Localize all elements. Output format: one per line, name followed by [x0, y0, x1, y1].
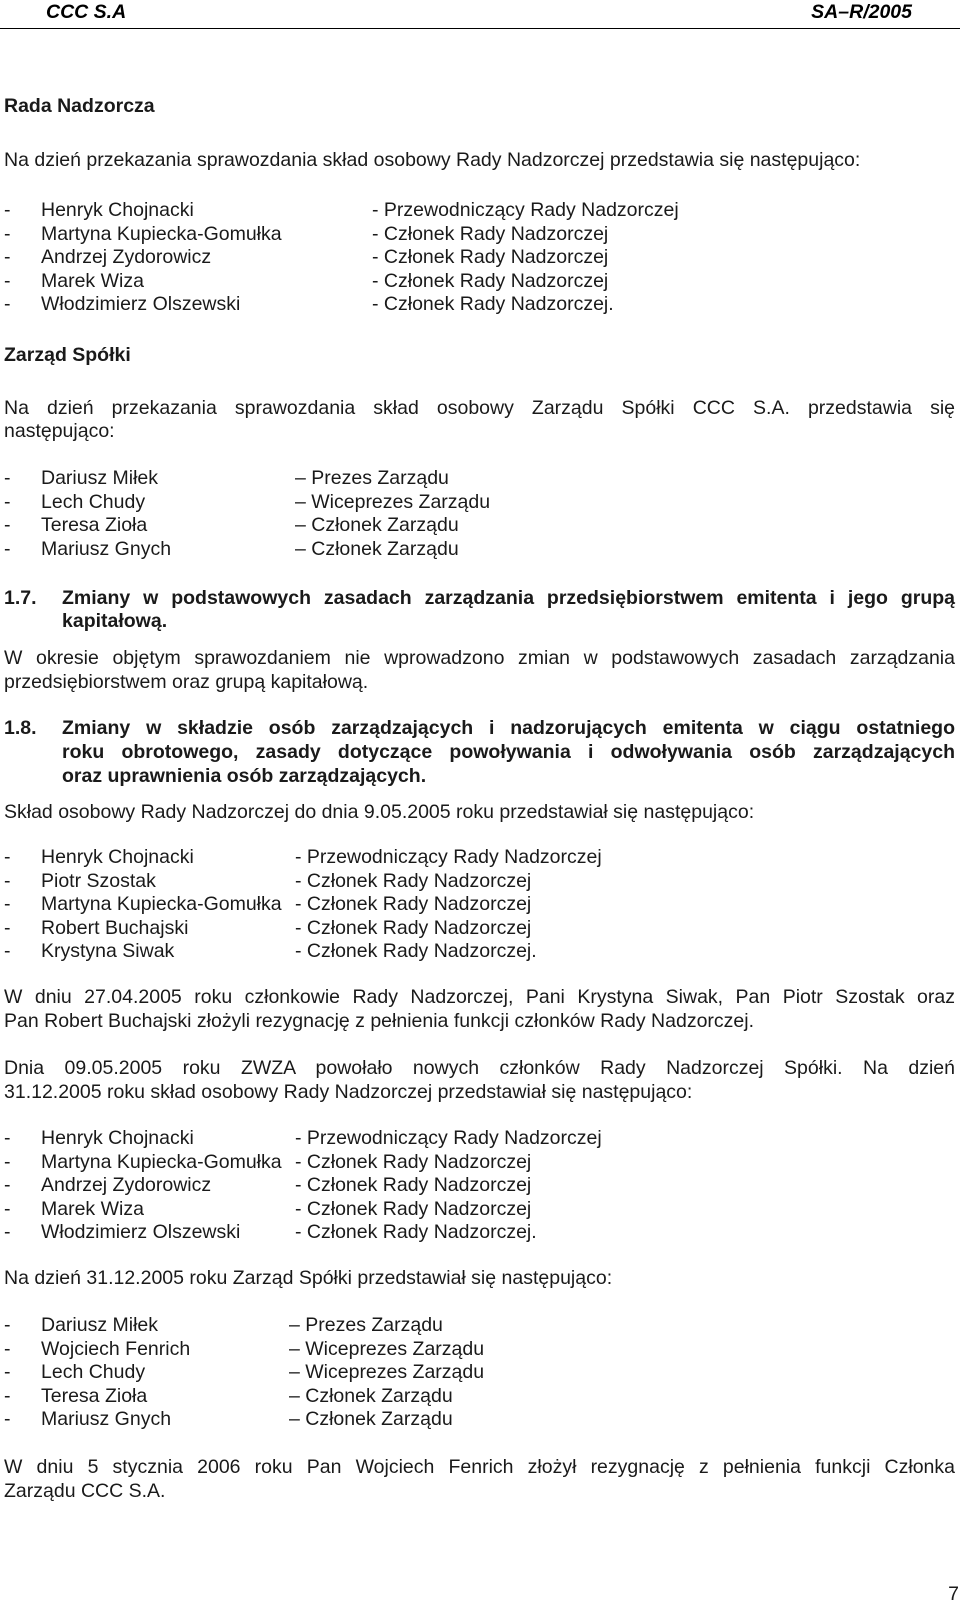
member-name: Robert Buchajski — [41, 916, 189, 939]
header-report-code: SA–R/2005 — [811, 1, 912, 23]
member-bullet: - — [4, 514, 11, 537]
zarzad-intro-line1: Na dzień przekazania sprawozdania skład osobowy Zarządu Spółki CCC S.A. przedstawia się — [4, 397, 955, 419]
section-title-zarzad: Zarząd Spółki — [4, 344, 131, 366]
member-role: – Członek Zarządu — [295, 537, 459, 560]
zarzad-intro-line2: następująco: — [4, 420, 115, 442]
member-role: - Przewodniczący Rady Nadzorczej — [372, 199, 679, 221]
member-bullet: - — [4, 869, 11, 892]
member-role: – Prezes Zarządu — [295, 467, 449, 489]
member-bullet: - — [4, 846, 11, 868]
member-name: Włodzimierz Olszewski — [41, 293, 241, 316]
zwza-line1: Dnia 09.05.2005 roku ZWZA powołało nowych członków Rady Nadzorczej Spółki. Na dzień — [4, 1057, 955, 1079]
member-name: Marek Wiza — [41, 1197, 144, 1220]
member-role: - Przewodniczący Rady Nadzorczej — [295, 1127, 602, 1149]
member-bullet: - — [4, 467, 11, 489]
s17-body-line1: W okresie objętym sprawozdaniem nie wprowadzono zmian w podstawowych zasadach zarządzania — [4, 647, 955, 669]
member-bullet: - — [4, 1337, 11, 1360]
member-role: – Prezes Zarządu — [289, 1314, 443, 1336]
member-role: - Członek Rady Nadzorczej — [295, 1150, 532, 1173]
member-bullet: - — [4, 1314, 11, 1336]
section-heading-1-8-line3: oraz uprawnienia osób zarządzających. — [62, 765, 427, 787]
member-role: – Wiceprezes Zarządu — [289, 1337, 485, 1360]
member-bullet: - — [4, 1408, 11, 1431]
member-role: – Wiceprezes Zarządu — [289, 1361, 485, 1384]
member-role: - Członek Rady Nadzorczej — [295, 869, 532, 892]
member-bullet: - — [4, 246, 11, 269]
member-bullet: - — [4, 1384, 11, 1407]
member-bullet: - — [4, 1127, 11, 1149]
member-name: Mariusz Gnych — [41, 1408, 172, 1431]
member-role: - Członek Rady Nadzorczej — [295, 1174, 532, 1197]
member-role: – Wiceprezes Zarządu — [295, 490, 491, 513]
resignation-line1: W dniu 27.04.2005 roku członkowie Rady Nadzorczej, Pani Krystyna Siwak, Pan Piotr Szostak oraz — [4, 986, 955, 1008]
member-bullet: - — [4, 916, 11, 939]
member-role: - Przewodniczący Rady Nadzorczej — [295, 846, 602, 868]
member-role: - Członek Rady Nadzorczej — [372, 222, 609, 245]
member-role: - Członek Rady Nadzorczej. — [295, 1221, 537, 1244]
member-role: – Członek Zarządu — [295, 514, 459, 537]
member-name: Martyna Kupiecka-Gomułka — [41, 222, 282, 245]
member-role: - Członek Rady Nadzorczej. — [295, 940, 537, 963]
header-company: CCC S.A — [46, 1, 127, 23]
member-bullet: - — [4, 940, 11, 963]
member-bullet: - — [4, 269, 11, 292]
final-line2: Zarządu CCC S.A. — [4, 1480, 166, 1502]
member-name: Teresa Zioła — [41, 514, 148, 537]
member-name: Marek Wiza — [41, 269, 144, 292]
member-bullet: - — [4, 1361, 11, 1384]
section-heading-1-7-line2: kapitałową. — [62, 610, 168, 632]
member-role: - Członek Rady Nadzorczej — [295, 916, 532, 939]
member-bullet: - — [4, 222, 11, 245]
page-header — [0, 0, 960, 29]
member-role: - Członek Rady Nadzorczej — [295, 1197, 532, 1220]
member-name: Andrzej Zydorowicz — [41, 1174, 212, 1197]
rn-intro: Na dzień przekazania sprawozdania skład osobowy Rady Nadzorczej przedstawia się następująco: — [4, 149, 861, 171]
member-name: Krystyna Siwak — [41, 940, 175, 963]
s17-body-line2: przedsiębiorstwem oraz grupą kapitałową. — [4, 671, 369, 693]
zarzad-2005-intro: Na dzień 31.12.2005 roku Zarząd Spółki przedstawiał się następująco: — [4, 1267, 613, 1289]
member-name: Wojciech Fenrich — [41, 1337, 191, 1360]
member-bullet: - — [4, 893, 11, 916]
section-heading-1-8-line2: roku obrotowego, zasady dotyczące powoływania i odwoływania osób zarządzających — [62, 741, 955, 763]
member-bullet: - — [4, 537, 11, 560]
member-name: Henryk Chojnacki — [41, 199, 194, 221]
section-heading-1-7-line1: Zmiany w podstawowych zasadach zarządzania przedsiębiorstwem emitenta i jego grupą — [62, 587, 955, 609]
member-name: Andrzej Zydorowicz — [41, 246, 212, 269]
section-number-1-8: 1.8. — [4, 717, 37, 739]
rn-before-intro: Skład osobowy Rady Nadzorczej do dnia 9.05.2005 roku przedstawiał się następująco: — [4, 801, 755, 823]
member-bullet: - — [4, 490, 11, 513]
member-name: Henryk Chojnacki — [41, 846, 194, 868]
member-role: - Członek Rady Nadzorczej — [295, 893, 532, 916]
resignation-line2: Pan Robert Buchajski złożyli rezygnację z pełnienia funkcji członków Rady Nadzorczej. — [4, 1010, 755, 1032]
member-name: Włodzimierz Olszewski — [41, 1221, 241, 1244]
final-line1: W dniu 5 stycznia 2006 roku Pan Wojciech Fenrich złożył rezygnację z pełnienia funkcji Członka — [4, 1456, 955, 1478]
member-name: Piotr Szostak — [41, 869, 156, 892]
member-role: - Członek Rady Nadzorczej. — [372, 293, 614, 316]
member-name: Mariusz Gnych — [41, 537, 172, 560]
section-number-1-7: 1.7. — [4, 587, 37, 609]
member-bullet: - — [4, 1174, 11, 1197]
member-role: - Członek Rady Nadzorczej — [372, 269, 609, 292]
member-name: Lech Chudy — [41, 490, 146, 513]
member-bullet: - — [4, 199, 11, 221]
member-name: Lech Chudy — [41, 1361, 146, 1384]
section-title-rada-nadzorcza: Rada Nadzorcza — [4, 95, 155, 117]
member-name: Martyna Kupiecka-Gomułka — [41, 1150, 282, 1173]
member-bullet: - — [4, 1197, 11, 1220]
member-bullet: - — [4, 293, 11, 316]
member-name: Henryk Chojnacki — [41, 1127, 194, 1149]
member-name: Teresa Zioła — [41, 1384, 148, 1407]
section-heading-1-8-line1: Zmiany w składzie osób zarządzających i nadzorujących emitenta w ciągu ostatniego — [62, 717, 955, 739]
member-bullet: - — [4, 1221, 11, 1244]
member-role: - Członek Rady Nadzorczej — [372, 246, 609, 269]
page-number: 7 — [948, 1583, 959, 1605]
zwza-line2: 31.12.2005 roku skład osobowy Rady Nadzorczej przedstawiał się następująco: — [4, 1081, 693, 1103]
member-name: Dariusz Miłek — [41, 467, 159, 489]
member-name: Martyna Kupiecka-Gomułka — [41, 893, 282, 916]
member-role: – Członek Zarządu — [289, 1384, 453, 1407]
member-name: Dariusz Miłek — [41, 1314, 159, 1336]
member-role: – Członek Zarządu — [289, 1408, 453, 1431]
member-bullet: - — [4, 1150, 11, 1173]
